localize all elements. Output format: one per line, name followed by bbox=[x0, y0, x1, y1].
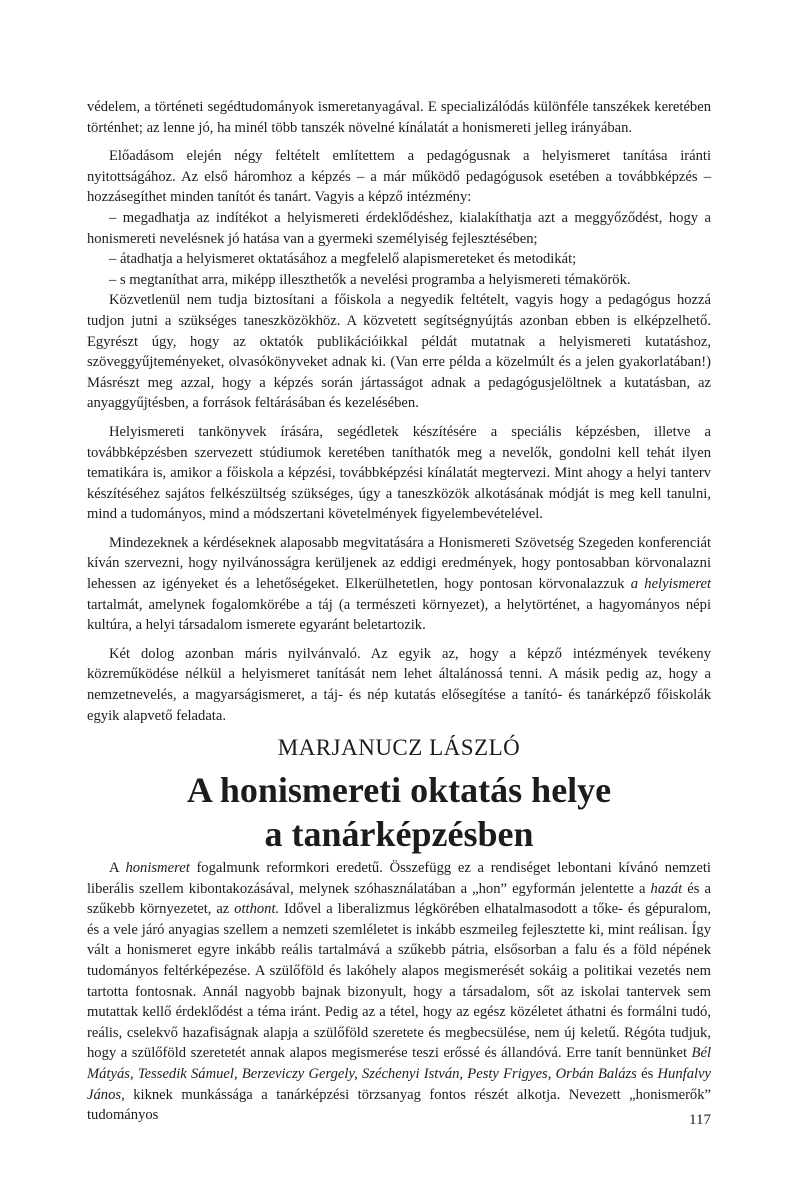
paragraph bbox=[87, 858, 711, 1126]
paragraph-text: , kiknek munkássága a tanárképzési törzsanyag fontos részét alkotja. Nevezett „honismerők” tudományos bbox=[87, 1086, 711, 1124]
paragraph: Két dolog azonban máris nyilvánvaló. Az egyik az, hogy a képző intézmények tevékeny közreműködése nélkül a helyismeret tanítását nem lehet általánossá tenni. A másik pedig az, hogy a nemzetnevelés, a magyarságismeret, a táj- és nép kutatás elősegítése a tanító- és tanárképző főiskolák egyik alapvető feladata. bbox=[87, 645, 711, 724]
italic-term: otthont. bbox=[234, 901, 280, 918]
italic-term: hazát bbox=[650, 880, 683, 897]
italic-term: a helyismeret bbox=[630, 576, 712, 593]
page-number: 117 bbox=[689, 1112, 711, 1128]
paragraph-text: és a szűkebb környezetet, az bbox=[87, 880, 711, 918]
italic-term: honismeret bbox=[125, 860, 190, 876]
paragraph-text: tartalmát, amelynek fogalomkörébe a táj (a természeti környezet), a helytörténet, a hagyományos népi kultúra, a helyi társadalom ismerete egyaránt beletartozik. bbox=[87, 596, 711, 634]
body-text-top bbox=[87, 97, 711, 726]
article-title bbox=[87, 768, 711, 856]
paragraph-text: A bbox=[109, 860, 126, 876]
article-title-line: A honismereti oktatás helye bbox=[186, 770, 612, 810]
body-text-bottom bbox=[87, 858, 711, 1126]
article-author: MARJANUCZ LÁSZLÓ bbox=[277, 735, 521, 760]
paragraph: Előadásom elején négy feltételt említettem a pedagógusnak a helyismeret tanítása iránti nyitottságához. Az első háromhoz a képzés – a már működő pedagógusok esetében a továbbképzés – hozzásegíthet minden tanítót és tanárt. Vagyis a képző intézmény: bbox=[87, 148, 711, 206]
italic-names: Hunfalvy János bbox=[87, 1065, 711, 1103]
paragraph-text: Idővel a liberalizmus légkörében elhatalmasodott a tőke- és gépuralom, és a vele járó anyagias szellem a nemzeti szemléletet is inkább eszmeileg fejlesztette ki, mint reálisan. Így vált a honismeret egyre inkább reális tartalmává a szűkebb pátria, elsősorban a falu és a föld népének tudományos feltérképezése. A szülőföld és lakóhely alapos megismerését sokáig a politikai vezetés nem tartotta fontosnak. Annál nagyobb bajnak bizonyult, hogy a társadalom, sőt az iskolai tantervek sem mutattak kellő érdeklődést a téma iránt. Pedig az a tétel, hogy az egész közéletet áthatni és formálni tudó, reális, cselekvő hazafiságnak alapja a szülőföld szeretete és megbecsülése, nem új keletű. Régóta tudjuk, hogy a szülőföld szeretetét annak alapos megismerése teszi erőssé és állandóvá. Erre tanít bennünket bbox=[87, 901, 712, 1062]
article-title-line: a tanárképzésben bbox=[264, 814, 534, 854]
italic-names: Bél Mátyás, Tessedik Sámuel, Berzeviczy Gergely, Széchenyi István, Pesty Frigyes, Orbán Balázs bbox=[87, 1045, 711, 1082]
paragraph: védelem, a történeti segédtudományok ismeretanyagával. E specializálódás különféle tanszékek keretében történhet; az lenne jó, ha minél több tanszék növelné kínálatát a honismereti jelleg irányában. bbox=[87, 99, 711, 136]
list-item: – megadhatja az indítékot a helyismereti érdeklődéshez, kialakíthatja azt a meggyőződést, hogy a honismereti nevelésnek jó hatása van a gyermeki személyiség fejlesztésében; bbox=[87, 209, 711, 247]
paragraph-text: Mindezeknek a kérdéseknek alaposabb megvitatására a Honismereti Szövetség Szegeden konferenciát kíván szervezni, hogy nyilvánosságra kerüljenek az eddigi eredmények, hogy pontosabban körvonalazni lehessen az igényeket és a lehetőségeket. Elkerülhetetlen, hogy pontosan körvonalazzuk bbox=[87, 534, 711, 593]
list-item: – átadhatja a helyismeret oktatásához a megfelelő alapismereteket és metodikát; bbox=[109, 251, 577, 268]
paragraph-text: fogalmunk reformkori eredetű. Összefügg ez a rendiséget lebontani kívánó nemzeti liberális szellem kibontakozásával, melynek szóhasználatában a „hon” egyformán jelentette a bbox=[87, 860, 711, 897]
paragraph: Helyismereti tankönyvek írására, segédletek készítésére a speciális képzésben, illetve a továbbképzésben szervezett stúdiumok keretében taníthatók meg a nevelők, gondolni kell tehát ilyen tematikára is, amikor a főiskola a képzési, továbbképzési kínálatát megtervezi. Mint ahogy a helyi tanterv készítéséhez sajátos felkészültség szükséges, úgy a taneszközök alkotásának módját is meg kell tanulni, mind a tudományos, mind a módszertani követelmények figyelembevételével. bbox=[87, 423, 711, 523]
paragraph-text: és bbox=[636, 1065, 658, 1082]
list-item: – s megtaníthat arra, miképp illeszthetők a nevelési programba a helyismereti témakörök. bbox=[109, 271, 631, 288]
paragraph bbox=[87, 533, 711, 636]
paragraph: Közvetlenül nem tudja biztosítani a főiskola a negyedik feltételt, vagyis hogy a pedagógus hozzá tudjon jutni a szükséges taneszközökhöz. A közvetett segítségnyújtás azonban ebben is elképzelhető. Egyrészt úgy, hogy az oktatók publikációikkal példát mutatnak a helyismereti kutatáshoz, szöveggyűjteményeket, olvasókönyveket adnak ki. (Van erre példa a közelmúlt és a jelen gyakorlatában!) Másrészt meg azzal, hogy a képzés során jártasságot adnak a pedagógusjelöltnek a kutatásban, az anyaggyűjtésben, a források feltárásában és kezelésében. bbox=[87, 292, 711, 412]
